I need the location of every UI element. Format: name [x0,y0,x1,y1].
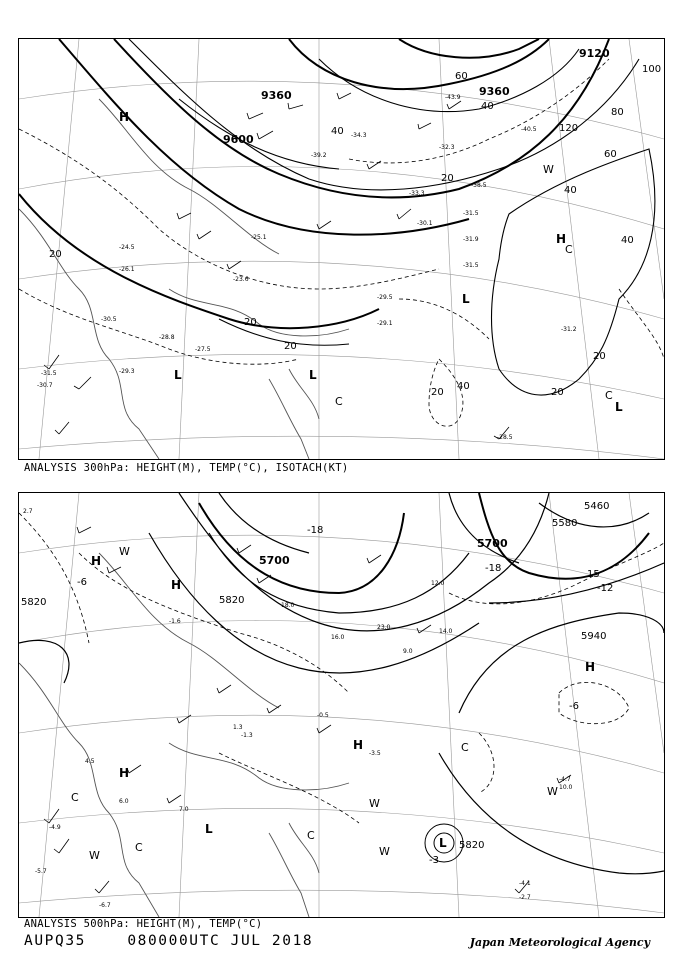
height-label: 5820 [21,597,47,608]
cold-marker: C [335,395,343,408]
low-marker: L [615,400,623,414]
isotherm-label: -18 [485,563,502,574]
temp-label: -28.5 [497,434,513,441]
high-marker: H [353,738,364,752]
high-marker: H [119,766,130,780]
isotherm-label: -3 [429,855,439,866]
station-value: 6.0 [119,798,129,805]
station-value: 9.0 [403,648,413,655]
temperature-labels [37,94,577,441]
warm-marker: W [379,845,390,858]
isotach-label: 80 [611,107,624,118]
low-marker: L [174,368,182,382]
map-500hpa [18,492,665,918]
temp-label: -24.5 [119,244,135,251]
low-marker: L [205,822,213,836]
height-label: 9600 [223,133,254,146]
height-label: 9360 [261,89,292,102]
warm-marker: W [89,849,100,862]
isotach-label: 20 [441,173,454,184]
station-value: 1.3 [233,724,243,731]
isotach-label: 20 [284,341,297,352]
cold-marker: C [71,791,79,804]
station-value: -6.7 [99,902,111,909]
isotach-contours [129,39,655,395]
map-300hpa-canvas [19,39,664,459]
cold-marker: C [461,741,469,754]
height-label: 5580 [552,518,578,529]
station-value: 12.0 [431,580,445,587]
temp-label: -30.1 [417,220,433,227]
temp-label: -34.3 [351,132,367,139]
isotherm-label: -6 [569,701,579,712]
isotherm-label: -6 [77,577,87,588]
high-marker: H [585,660,596,674]
station-value: 23.0 [377,624,391,631]
temp-label: -26.1 [119,266,135,273]
temp-label: -30.7 [37,382,53,389]
map-500hpa-canvas [19,493,664,917]
station-value: 10.0 [559,784,573,791]
station-value: -1.6 [169,618,181,625]
isotach-label: 40 [564,185,577,196]
station-value: -2.7 [519,894,531,901]
isotach-label: 20 [593,351,606,362]
isotach-label: 60 [455,71,468,82]
station-value: 7.0 [179,806,189,813]
low-marker: L [309,368,317,382]
temp-label: -29.1 [377,320,393,327]
chart-code: AUPQ35 [24,933,86,949]
low-marker: L [439,836,447,850]
coastline [19,99,349,459]
isotach-label: 40 [621,235,634,246]
cold-marker: C [565,243,573,256]
station-value: -4.7 [559,776,571,783]
isotach-label: 20 [551,387,564,398]
high-marker: H [119,110,130,124]
isotach-label: 20 [244,317,257,328]
cold-marker: C [605,389,613,402]
station-value: 16.0 [331,634,345,641]
station-value: -5.7 [35,868,47,875]
isotach-label: 60 [604,149,617,160]
station-value: -1.3 [241,732,253,739]
isotherm-label: -18 [307,525,324,536]
warm-marker: W [543,163,554,176]
temp-label: -33.3 [409,190,425,197]
station-value: -4.9 [49,824,61,831]
temp-label: -39.2 [311,152,327,159]
warm-marker: W [119,545,130,558]
high-marker: H [556,232,567,246]
cold-marker: C [307,829,315,842]
lower-caption: ANALYSIS 500hPa: HEIGHT(M), TEMP(°C) [24,918,263,930]
high-marker: H [171,578,182,592]
temp-label: -25.1 [251,234,267,241]
height-label: 9360 [479,85,510,98]
station-value: 14.0 [439,628,453,635]
isotach-label: 20 [49,249,62,260]
temp-label: -23.6 [233,276,249,283]
low-marker: L [462,292,470,306]
station-value: 2.7 [23,508,33,515]
temp-label: -31.5 [463,210,479,217]
temp-label: -28.8 [159,334,175,341]
height-label: 5460 [584,501,610,512]
chart-id-line [24,933,313,949]
temp-label: -27.5 [195,346,211,353]
station-value: 18.0 [281,602,295,609]
temp-label: -31.5 [41,370,57,377]
station-value: -4.1 [519,880,531,887]
temp-label: -40.5 [521,126,537,133]
station-value: 4.5 [85,758,95,765]
height-label: 5940 [581,631,607,642]
isotach-label: 40 [457,381,470,392]
height-label: 5700 [477,537,508,550]
station-value: -0.5 [317,712,329,719]
height-label: 9120 [579,47,610,60]
isotherm-label: 15 [587,569,600,580]
height-label: 5820 [459,840,485,851]
isotach-label: 40 [331,126,344,137]
isotach-label: 120 [559,123,579,134]
temp-label: -31.9 [463,236,479,243]
temp-label: -43.9 [445,94,461,101]
temp-label: -29.5 [377,294,393,301]
isotach-label: 20 [431,387,444,398]
temp-label: -31.2 [561,326,577,333]
temp-label: -29.3 [119,368,135,375]
upper-caption: ANALYSIS 300hPa: HEIGHT(M), TEMP(°C), ISOTACH(KT) [24,462,349,474]
warm-marker: W [369,797,380,810]
temp-label: -30.5 [101,316,117,323]
cold-marker: C [135,841,143,854]
height-label: 5820 [219,595,245,606]
isotach-label: 40 [481,101,494,112]
temp-label: -32.3 [439,144,455,151]
high-marker: H [91,554,102,568]
valid-time: 080000UTC JUL 2018 [127,933,314,949]
station-value: -3.5 [369,750,381,757]
height-label: 5700 [259,554,290,567]
coastline [19,553,349,917]
isotach-label: 100 [642,64,662,75]
agency-name: Japan Meteorological Agency [469,936,650,949]
temp-label: -38.5 [471,182,487,189]
isotherm-label: -12 [597,583,614,594]
warm-marker: W [547,785,558,798]
map-300hpa [18,38,665,460]
temp-label: -31.5 [463,262,479,269]
graticule [19,493,664,917]
height-contours [19,493,664,874]
